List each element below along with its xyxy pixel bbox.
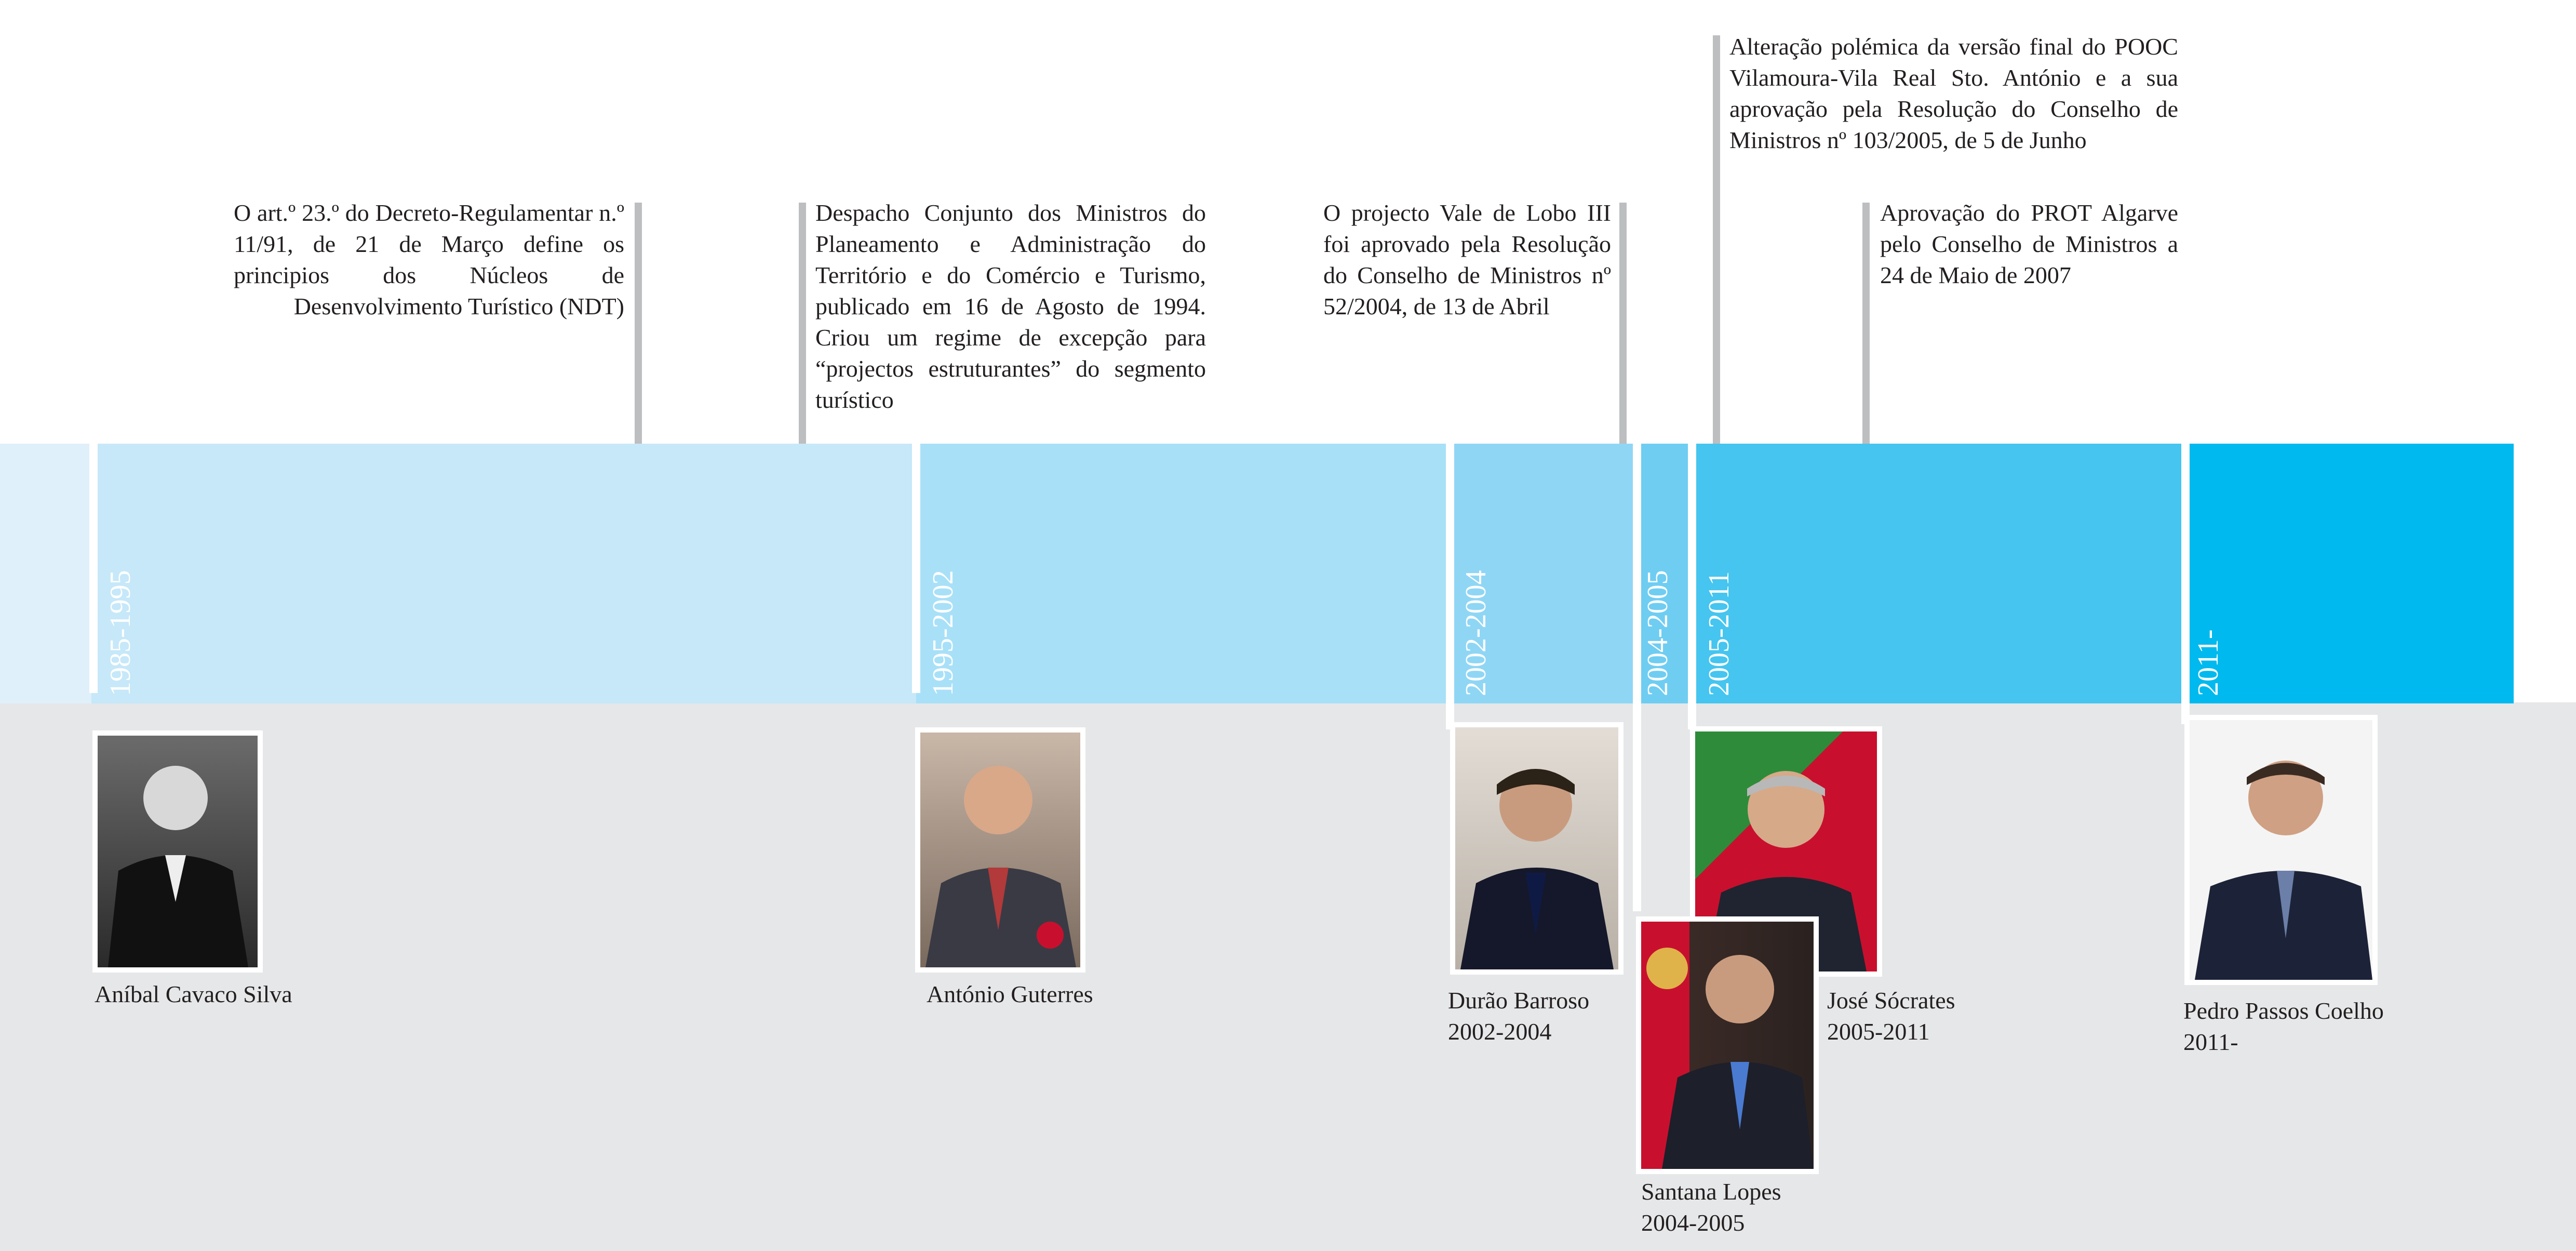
band-lead: [0, 444, 91, 703]
photo-durao-barroso: [1450, 722, 1624, 975]
event-tick-2007: [1862, 203, 1870, 444]
divider-2011: [2181, 444, 2190, 724]
period-label-2011: 2011-: [2192, 629, 2224, 696]
event-text-1994: Despacho Conjunto dos Ministros do Planeamento e Administração do Território e do Comércio e Turismo, publicado em 16 de Agosto de 1994. Criou um regime de excepção para “projectos estruturantes” do segmento turístico: [815, 199, 1206, 413]
event-tick-2005: [1713, 35, 1720, 444]
event-text-2007: Aprovação do PROT Algarve pelo Conselho de Ministros a 24 de Maio de 2007: [1880, 199, 2178, 288]
leader-name-santana-lopes: Santana Lopes: [1641, 1178, 1781, 1205]
photo-cavaco-silva: [92, 730, 263, 973]
portrait-icon: [2190, 720, 2372, 980]
leader-term-durao-barroso: 2002-2004: [1448, 1018, 1552, 1045]
leader-name-durao-barroso: Durão Barroso: [1448, 987, 1590, 1014]
portrait-icon: [98, 736, 258, 967]
event-text-2004: O projecto Vale de Lobo III foi aprovado pela Resolução do Conselho de Ministros nº 52/2004, de 13 de Abril: [1323, 199, 1611, 320]
photo-antonio-guterres: [915, 727, 1085, 973]
portrait-icon: [1455, 727, 1618, 969]
period-label-2004: 2004-2005: [1642, 570, 1674, 696]
divider-2002: [1446, 444, 1454, 729]
divider-1985: [89, 444, 98, 693]
band-1995-2002: [916, 444, 1450, 703]
leader-term-santana-lopes: 2004-2005: [1641, 1209, 1745, 1236]
event-tick-1994: [799, 203, 806, 444]
divider-2005: [1688, 444, 1696, 729]
photo-santana-lopes: [1636, 916, 1819, 1174]
period-label-1985: 1985-1995: [104, 570, 137, 696]
photo-passos-coelho: [2184, 715, 2378, 985]
event-tick-2004: [1619, 203, 1627, 444]
band-2011: [2184, 444, 2514, 703]
period-label-1995: 1995-2002: [927, 570, 959, 696]
band-1985-1995: [91, 444, 916, 703]
period-label-2002: 2002-2004: [1460, 570, 1492, 696]
leader-name-passos-coelho: Pedro Passos Coelho: [2183, 997, 2384, 1024]
band-2005-2011: [1693, 444, 2184, 703]
event-text-1991: O art.º 23.º do Decreto-Regulamentar n.º 11/91, de 21 de Março define os principios dos Núcleos de Desenvolvimento Turístico (NDT): [234, 199, 624, 320]
event-tick-1991: [635, 203, 642, 444]
leader-term-jose-socrates: 2005-2011: [1827, 1018, 1930, 1045]
period-label-2005: 2005-2011: [1703, 571, 1735, 696]
portrait-icon: [1641, 922, 1814, 1169]
leader-name-cavaco-silva: Aníbal Cavaco Silva: [95, 981, 292, 1007]
leader-term-passos-coelho: 2011-: [2183, 1029, 2238, 1055]
event-text-2005: Alteração polémica da versão final do POOC Vilamoura-Vila Real Sto. António e a sua aprovação pela Resolução do Conselho de Ministros nº 103/2005, de 5 de Junho: [1729, 33, 2178, 153]
leader-name-jose-socrates: José Sócrates: [1827, 987, 1955, 1014]
portrait-icon: [920, 733, 1080, 967]
divider-1995: [912, 444, 920, 693]
divider-2004: [1633, 444, 1641, 911]
leader-name-antonio-guterres: António Guterres: [927, 981, 1093, 1007]
